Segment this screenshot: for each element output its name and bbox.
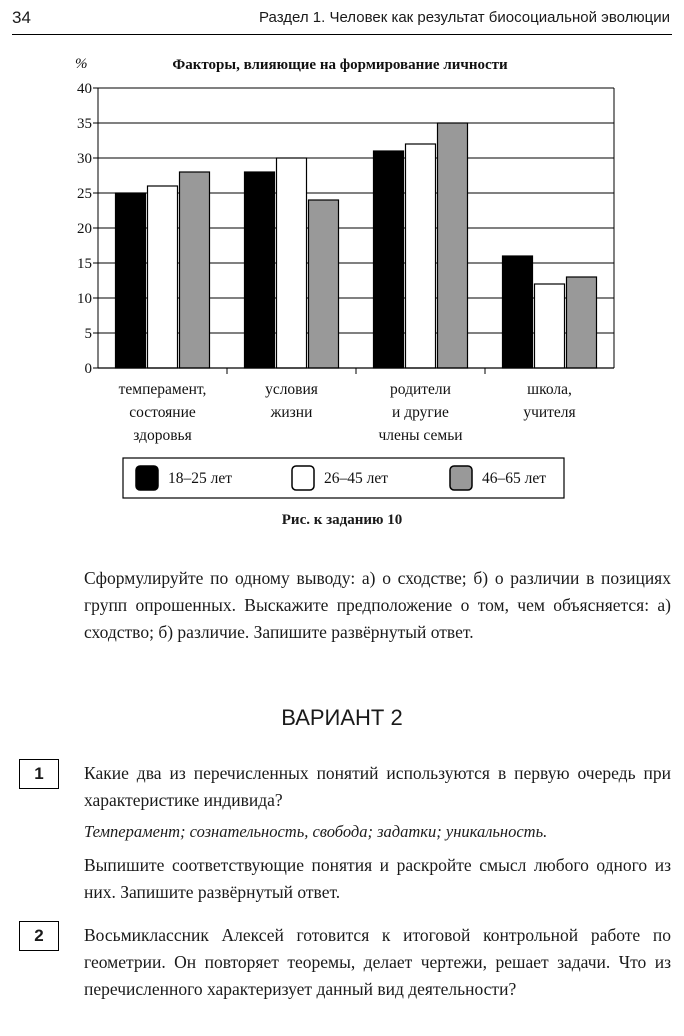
- page-number: 34: [12, 8, 31, 27]
- figure-caption: Рис. к заданию 10: [281, 512, 403, 528]
- bar-chart: [0, 40, 684, 510]
- question-text: Восьмиклассник Алексей готовится к итоговой контрольной работе по геометрии. Он повторяет теоремы, делает чертежи, решает задачи. Что из перечисленного характеризует данный вид деятельности?: [84, 925, 671, 999]
- legend-label: 18–25 лет: [168, 470, 233, 487]
- category-label: темперамент,: [118, 381, 207, 398]
- y-axis-label: %: [75, 56, 88, 72]
- legend-label: 46–65 лет: [482, 470, 547, 487]
- bar: [180, 172, 210, 368]
- bar: [245, 172, 275, 368]
- y-tick-label: 25: [77, 186, 92, 202]
- category-label: члены семьи: [378, 427, 463, 444]
- y-tick-label: 30: [77, 151, 92, 167]
- question-number: 2: [19, 921, 59, 951]
- category-label: жизни: [270, 404, 313, 421]
- question-number: 1: [19, 759, 59, 789]
- chart-title: Факторы, влияющие на формирование личности: [172, 57, 508, 73]
- legend-swatch: [136, 466, 158, 490]
- bar: [116, 193, 146, 368]
- header-rule: [12, 34, 672, 35]
- variant-title: ВАРИАНТ 2: [281, 705, 403, 730]
- y-tick-label: 15: [77, 256, 92, 272]
- y-tick-label: 20: [77, 221, 92, 237]
- question-text: Какие два из перечисленных понятий используются в первую очередь при характеристике индивида?: [84, 763, 671, 810]
- bar: [374, 151, 404, 368]
- category-label: условия: [265, 381, 318, 398]
- question-terms: Темперамент; сознательность, свобода; задатки; уникальность.: [84, 822, 548, 841]
- category-label: школа,: [527, 381, 572, 398]
- bar: [309, 200, 339, 368]
- bar: [406, 144, 436, 368]
- bar: [567, 277, 597, 368]
- y-tick-label: 0: [84, 361, 92, 377]
- y-tick-label: 5: [84, 326, 92, 342]
- bar: [535, 284, 565, 368]
- category-label: состояние: [129, 404, 196, 421]
- bar: [148, 186, 178, 368]
- bar: [438, 123, 468, 368]
- legend-swatch: [450, 466, 472, 490]
- legend-swatch: [292, 466, 314, 490]
- category-label: здоровья: [133, 427, 192, 444]
- y-tick-label: 40: [77, 81, 92, 97]
- bar: [503, 256, 533, 368]
- bar: [277, 158, 307, 368]
- y-tick-label: 10: [77, 291, 92, 307]
- page-header: [0, 0, 684, 36]
- legend-label: 26–45 лет: [324, 470, 389, 487]
- task-text: Сформулируйте по одному выводу: а) о сходстве; б) о различии в позициях групп опрошенных. Выскажите предположение о том, чем объясняется: а) сходство; б) различие. Запишите развёрнутый ответ.: [84, 568, 671, 642]
- category-label: родители: [390, 381, 451, 398]
- category-label: учителя: [523, 404, 576, 421]
- running-title: Раздел 1. Человек как результат биосоциальной эволюции: [259, 9, 670, 26]
- category-label: и другие: [392, 404, 449, 421]
- y-tick-label: 35: [77, 116, 92, 132]
- question-instruction: Выпишите соответствующие понятия и раскройте смысл любого одного из них. Запишите развёрнутый ответ.: [84, 855, 671, 902]
